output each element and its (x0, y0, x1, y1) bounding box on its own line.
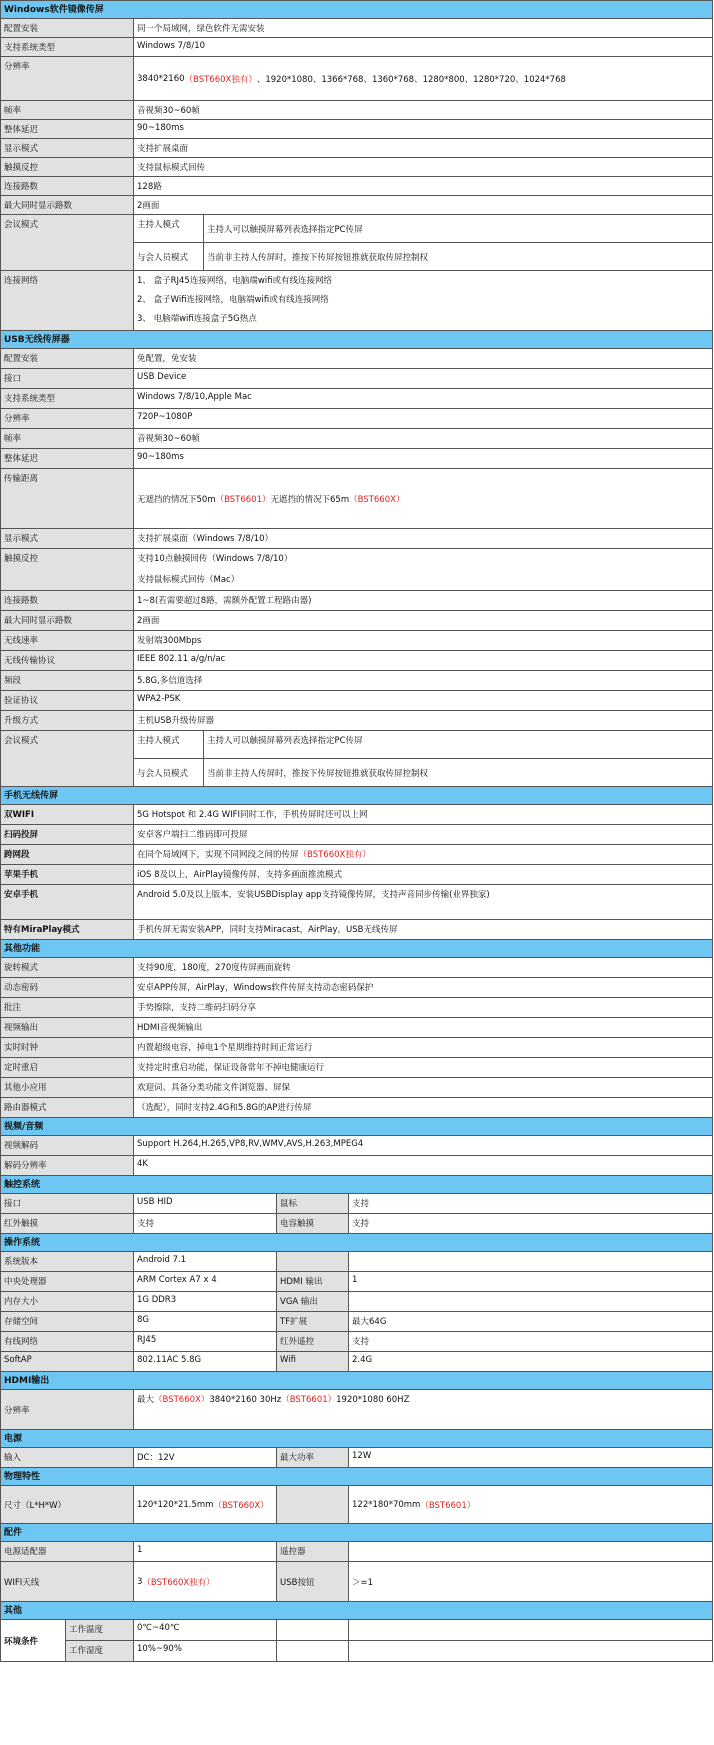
row-value-mini-apps: 欢迎词、具备分类功能文件浏览器、屏保 (134, 1078, 713, 1097)
row-label-config: 配置安装 (1, 19, 134, 37)
row-value-mouse: 支持 (349, 1194, 713, 1213)
row-label-max-display: 最大同时显示路数 (1, 611, 134, 630)
blank-cell (277, 1620, 349, 1640)
row-label-router-mode: 路由器模式 (1, 1098, 134, 1117)
section-header-mobile: 手机无线传屏 (1, 787, 713, 805)
row-label-rotation: 旋转模式 (1, 958, 134, 977)
row-value-latency: 90~180ms (134, 449, 713, 468)
row-label-touch: 触摸反控 (1, 549, 134, 590)
row-label-connections: 连接路数 (1, 177, 134, 195)
row-label-memory: 内存大小 (1, 1292, 134, 1311)
row-label-display-mode: 显示模式 (1, 529, 134, 548)
section-header-power: 电源 (1, 1430, 713, 1448)
row-label-capacitive-touch: 电容触摸 (277, 1214, 349, 1233)
section-header-touch-system: 触控系统 (1, 1176, 713, 1194)
row-label-video-out: 视频输出 (1, 1018, 134, 1037)
row-label-softap: SoftAP (1, 1352, 134, 1371)
row-label-power-adapter: 电源适配器 (1, 1542, 134, 1561)
row-value-video-out: HDMI音视频输出 (134, 1018, 713, 1037)
row-label-interface: 接口 (1, 1194, 134, 1213)
row-value-interface: USB HID (134, 1194, 277, 1213)
row-value-decode-resolution: 4K (134, 1156, 713, 1175)
row-value-scan: 安卓客户端扫二维码即可投屏 (134, 825, 713, 844)
row-value-vga-out (349, 1292, 713, 1311)
row-value-usb-button: ＞=1 (349, 1562, 713, 1601)
row-label-size: 尺寸（L*H*W） (1, 1486, 134, 1523)
row-value-memory: 1G DDR3 (134, 1292, 277, 1311)
row-label-max-display: 最大同时显示路数 (1, 196, 134, 214)
row-label-miraplay: 特有MiraPlay模式 (1, 920, 134, 939)
row-label-scan: 扫码投屏 (1, 825, 134, 844)
section-header-other-features: 其他功能 (1, 940, 713, 958)
row-value-tf-expansion: 最大64G (349, 1312, 713, 1331)
row-value-touch: 支持10点触摸回传（Windows 7/8/10） 支持鼠标模式回传（Mac） (134, 549, 713, 590)
section-header-windows-mirroring: Windows软件镜像传屏 (1, 1, 713, 19)
row-value-network: 1、 盒子RJ45连接网络，电脑端wifi或有线连接网络 2、 盒子Wifi连接网络，电脑端wifi或有线连接网络 3、 电脑端wifi连接盒子5G热点 (134, 271, 713, 330)
row-label-mini-apps: 其他小应用 (1, 1078, 134, 1097)
row-label-auth: 验证协议 (1, 691, 134, 710)
row-value-blank (349, 1252, 713, 1271)
row-label-wired-network: 有线网络 (1, 1332, 134, 1351)
host-mode-label: 主持人模式 (134, 215, 204, 242)
row-value-capacitive-touch: 支持 (349, 1214, 713, 1233)
row-value-annotation: 手势擦除，支持二维码扫码分享 (134, 998, 713, 1017)
row-value-storage: 8G (134, 1312, 277, 1331)
row-value-hdmi-resolution: 最大（BST660X）3840*2160 30Hz（BST6601）1920*1080 60HZ (134, 1390, 713, 1429)
row-label-mouse: 鼠标 (277, 1194, 349, 1213)
row-value-operating-temp: 0℃~40℃ (134, 1620, 277, 1640)
row-label-dynamic-password: 动态密码 (1, 978, 134, 997)
row-value-resolution: 3840*2160 （BST660X独有） 、1920*1080、1366*768、1360*768、1280*800、1280*720、1024*768 (134, 57, 713, 100)
participant-mode-label: 与会人员模式 (134, 759, 204, 786)
row-label-operating-temp: 工作温度 (66, 1620, 134, 1640)
row-label-meeting-mode: 会议模式 (1, 215, 134, 270)
row-value-connections: 128路 (134, 177, 713, 195)
participant-mode-desc: 当前非主持人传屏时，推按下传屏按钮推就获取传屏控制权 (204, 243, 713, 270)
blank-cell (277, 1641, 349, 1661)
row-label-cross-segment: 跨网段 (1, 845, 134, 864)
section-header-usb-dongle: USB无线传屏器 (1, 331, 713, 349)
section-header-other: 其他 (1, 1602, 713, 1620)
row-value-miraplay: 手机传屏无需安装APP，同时支持Miracast，AirPlay，USB无线传屏 (134, 920, 713, 939)
row-value-auth: WPA2-PSK (134, 691, 713, 710)
row-value-band: 5.8G,多信道选择 (134, 671, 713, 690)
row-label-wifi-antenna: WIFI天线 (1, 1562, 134, 1601)
row-value-touch: 支持鼠标模式回传 (134, 158, 713, 176)
row-label-latency: 整体延迟 (1, 120, 134, 138)
row-label-cpu: 中央处理器 (1, 1272, 134, 1291)
row-label-vga-out: VGA 输出 (277, 1292, 349, 1311)
row-label-annotation: 批注 (1, 998, 134, 1017)
row-label-connections: 连接路数 (1, 591, 134, 610)
row-label-ir-remote: 红外遥控 (277, 1332, 349, 1351)
row-value-hdmi-out: 1 (349, 1272, 713, 1291)
row-label-os: 支持系统类型 (1, 389, 134, 408)
row-value-wireless-protocol: IEEE 802.11 a/g/n/ac (134, 651, 713, 670)
row-label-iphone: 苹果手机 (1, 865, 134, 884)
row-value-max-power: 12W (349, 1448, 713, 1467)
row-label-touch: 触摸反控 (1, 158, 134, 176)
row-value-softap: 802.11AC 5.8G (134, 1352, 277, 1371)
row-label-android: 安卓手机 (1, 885, 134, 919)
row-value-remote (349, 1542, 713, 1561)
row-value-wifi-antenna: 3 （BST660X独有） (134, 1562, 277, 1601)
section-header-os: 操作系统 (1, 1234, 713, 1252)
row-value-os: Windows 7/8/10 (134, 38, 713, 56)
row-label-tf-expansion: TF扩展 (277, 1312, 349, 1331)
row-label-meeting-mode: 会议模式 (1, 731, 134, 786)
row-label-wifi: Wifi (277, 1352, 349, 1371)
row-label-system-version: 系统版本 (1, 1252, 134, 1271)
row-value-cross-segment: 在同个局域网下，实现不同网段之间的传屏（BST660X独有） (134, 845, 713, 864)
row-label-wireless-rate: 无线速率 (1, 631, 134, 650)
row-label-latency: 整体延迟 (1, 449, 134, 468)
row-value-resolution: 720P~1080P (134, 409, 713, 428)
row-value-latency: 90~180ms (134, 120, 713, 138)
row-label-video-decode: 视频解码 (1, 1136, 134, 1155)
row-value-fps: 音视频30~60帧 (134, 101, 713, 119)
row-value-display-mode: 支持扩展桌面 (134, 139, 713, 157)
row-label-hdmi-resolution: 分辨率 (1, 1390, 134, 1429)
row-value-ir-touch: 支持 (134, 1214, 277, 1233)
row-label-distance: 传输距离 (1, 469, 134, 528)
host-mode-label: 主持人模式 (134, 731, 204, 758)
host-mode-desc: 主持人可以触摸屏幕列表选择指定PC传屏 (204, 215, 713, 242)
section-header-hdmi-output: HDMI输出 (1, 1372, 713, 1390)
row-label-rtc: 实时时钟 (1, 1038, 134, 1057)
row-value-size-6601: 122*180*70mm （BST6601） (349, 1486, 713, 1523)
row-label-network: 连接网络 (1, 271, 134, 330)
row-label-display-mode: 显示模式 (1, 139, 134, 157)
row-value-size-660x: 120*120*21.5mm （BST660X） (134, 1486, 277, 1523)
row-label-usb-button: USB按钮 (277, 1562, 349, 1601)
row-label-environment: 环境条件 (1, 1620, 66, 1661)
row-label-blank (277, 1486, 349, 1523)
row-label-ir-touch: 红外触摸 (1, 1214, 134, 1233)
row-value-video-decode: Support H.264,H.265,VP8,RV,WMV,AVS,H.263,MPEG4 (134, 1136, 713, 1155)
row-label-wireless-protocol: 无线传输协议 (1, 651, 134, 670)
row-label-hdmi-out: HDMI 输出 (277, 1272, 349, 1291)
row-value-connections: 1~8(若需要超过8路，需额外配置工程路由器) (134, 591, 713, 610)
row-value-dynamic-password: 安卓APP传屏，AirPlay，Windows软件传屏支持动态密码保护 (134, 978, 713, 997)
row-value-config: 同一个局域网，绿色软件无需安装 (134, 19, 713, 37)
section-header-video-audio: 视频/音频 (1, 1118, 713, 1136)
row-value-fps: 音视频30~60帧 (134, 429, 713, 448)
row-value-power-adapter: 1 (134, 1542, 277, 1561)
row-value-system-version: Android 7.1 (134, 1252, 277, 1271)
row-value-wifi: 2.4G (349, 1352, 713, 1371)
row-label-scheduled-reboot: 定时重启 (1, 1058, 134, 1077)
row-value-port: USB Device (134, 369, 713, 388)
row-label-max-power: 最大功率 (277, 1448, 349, 1467)
row-label-remote: 遥控器 (277, 1542, 349, 1561)
row-value-scheduled-reboot: 支持定时重启功能，保证设备常年不掉电健康运行 (134, 1058, 713, 1077)
row-value-android: Android 5.0及以上版本，安装USBDisplay app支持镜像传屏，支持声音同步传输(业界独家) (134, 885, 713, 919)
row-label-input: 输入 (1, 1448, 134, 1467)
participant-mode-label: 与会人员模式 (134, 243, 204, 270)
row-value-iphone: iOS 8及以上，AirPlay镜像传屏，支持多画面推流模式 (134, 865, 713, 884)
row-label-os: 支持系统类型 (1, 38, 134, 56)
row-value-wired-network: RJ45 (134, 1332, 277, 1351)
participant-mode-desc: 当前非主持人传屏时，推按下传屏按钮推就获取传屏控制权 (204, 759, 713, 786)
row-value-config: 免配置，免安装 (134, 349, 713, 368)
row-label-upgrade: 升级方式 (1, 711, 134, 730)
row-label-port: 接口 (1, 369, 134, 388)
row-value-os: Windows 7/8/10,Apple Mac (134, 389, 713, 408)
row-value-max-display: 2画面 (134, 196, 713, 214)
row-label-decode-resolution: 解码分辨率 (1, 1156, 134, 1175)
row-value-wireless-rate: 发射端300Mbps (134, 631, 713, 650)
blank-cell (349, 1641, 713, 1661)
row-value-max-display: 2画面 (134, 611, 713, 630)
row-label-fps: 帧率 (1, 429, 134, 448)
row-value-upgrade: 主机USB升级传屏器 (134, 711, 713, 730)
row-value-input: DC：12V (134, 1448, 277, 1467)
row-label-fps: 帧率 (1, 101, 134, 119)
row-label-operating-humidity: 工作湿度 (66, 1641, 134, 1661)
row-label-resolution: 分辨率 (1, 409, 134, 428)
row-value-operating-humidity: 10%~90% (134, 1641, 277, 1661)
row-value-rtc: 内置超级电容，掉电1个星期维持时间正常运行 (134, 1038, 713, 1057)
row-label-resolution: 分辨率 (1, 57, 134, 100)
section-header-physical: 物理特性 (1, 1468, 713, 1486)
row-label-band: 频段 (1, 671, 134, 690)
row-label-config: 配置安装 (1, 349, 134, 368)
row-value-cpu: ARM Cortex A7 x 4 (134, 1272, 277, 1291)
row-value-router-mode: （选配），同时支持2.4G和5.8G的AP进行传屏 (134, 1098, 713, 1117)
row-value-distance: 无遮挡的情况下50m （BST6601） 无遮挡的情况下65m （BST660X） (134, 469, 713, 528)
row-value-rotation: 支持90度，180度，270度传屏画面旋转 (134, 958, 713, 977)
section-header-accessories: 配件 (1, 1524, 713, 1542)
row-value-dual-wifi: 5G Hotspot 和 2.4G WIFI同时工作，手机传屏时还可以上网 (134, 805, 713, 824)
row-label-storage: 存储空间 (1, 1312, 134, 1331)
host-mode-desc: 主持人可以触摸屏幕列表选择指定PC传屏 (204, 731, 713, 758)
row-value-display-mode: 支持扩展桌面（Windows 7/8/10） (134, 529, 713, 548)
blank-cell (349, 1620, 713, 1640)
row-value-ir-remote: 支持 (349, 1332, 713, 1351)
row-label-dual-wifi: 双WIFI (1, 805, 134, 824)
row-label-blank (277, 1252, 349, 1271)
